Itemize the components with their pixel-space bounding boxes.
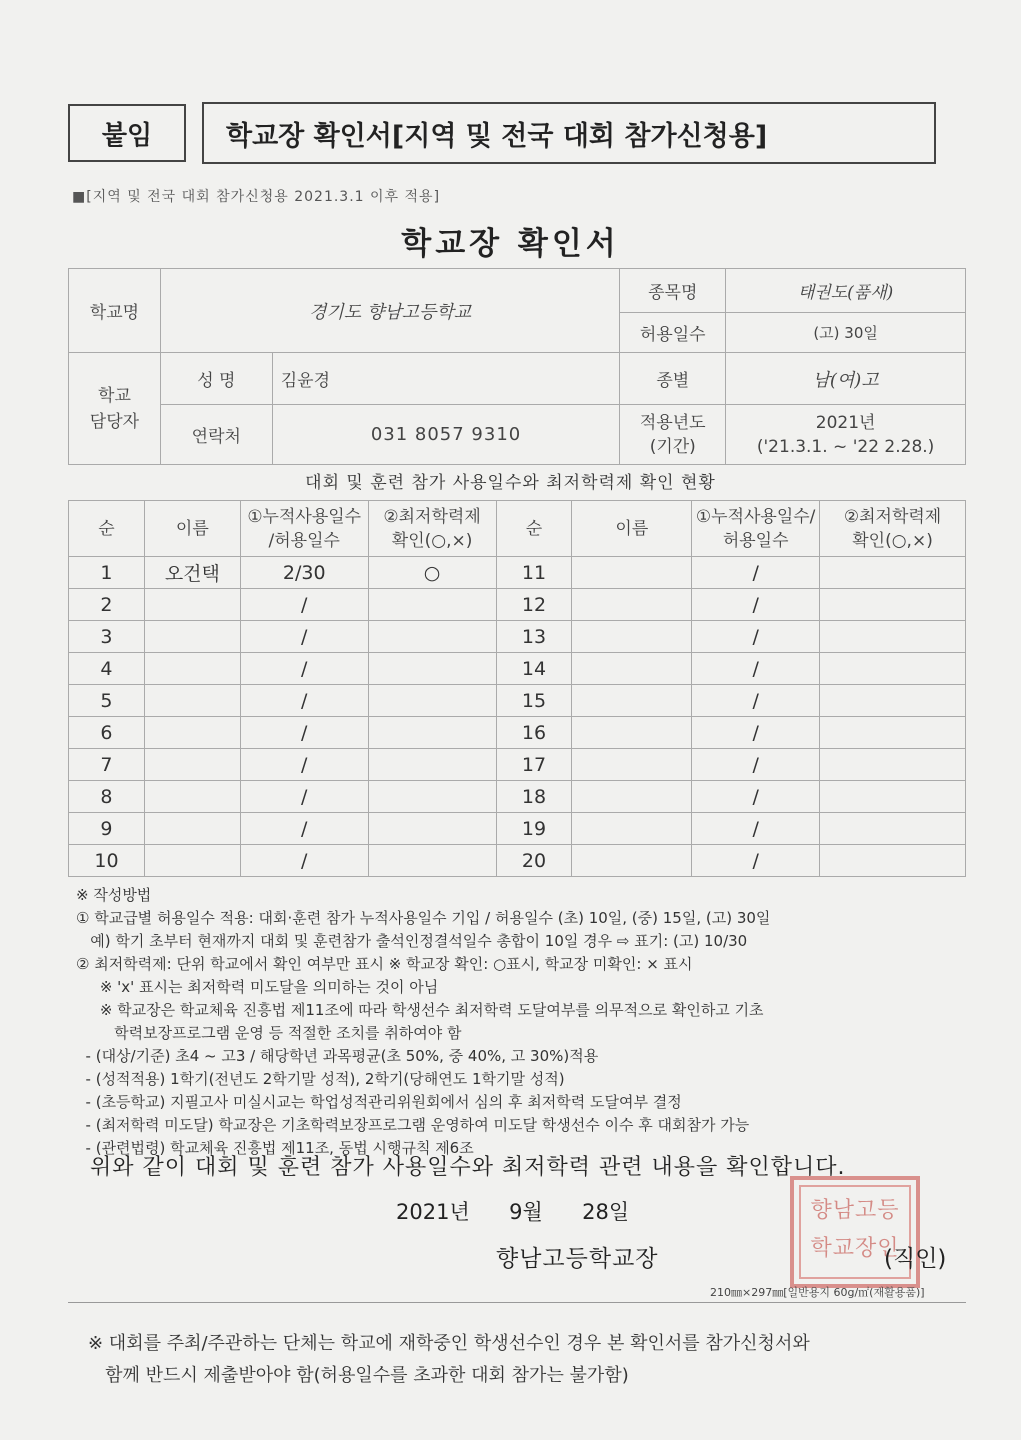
- cell-r-check: [820, 845, 966, 877]
- cell-l-name: [144, 653, 240, 685]
- cell-r-name: [572, 813, 692, 845]
- cell-l-name: [144, 589, 240, 621]
- cell-r-no: 11: [496, 557, 572, 589]
- instruction-line: - (대상/기준) 초4 ~ 고3 / 해당학년 과목평균(초 50%, 중 40%, 고 30%)적용: [76, 1047, 599, 1065]
- confirmation-text: 위와 같이 대회 및 훈련 참가 사용일수와 최저학력 관련 내용을 확인합니다.: [90, 1155, 846, 1180]
- school-value: 경기도 향남고등학교: [160, 269, 619, 353]
- cell-l-no: 4: [69, 653, 145, 685]
- cell-r-check: [820, 717, 966, 749]
- cell-l-name: 오건택: [144, 557, 240, 589]
- cell-r-no: 14: [496, 653, 572, 685]
- cell-r-name: [572, 685, 692, 717]
- cell-r-days: /: [692, 813, 820, 845]
- cell-l-no: 3: [69, 621, 145, 653]
- cell-l-days: /: [240, 653, 368, 685]
- cell-l-name: [144, 717, 240, 749]
- cell-l-check: [368, 653, 496, 685]
- cell-l-days: /: [240, 813, 368, 845]
- cell-l-name: [144, 845, 240, 877]
- cell-l-no: 5: [69, 685, 145, 717]
- attachment-label: 붙임: [68, 104, 186, 162]
- cell-r-check: [820, 557, 966, 589]
- instruction-line: ② 최저학력제: 단위 학교에서 확인 여부만 표시 ※ 학교장 확인: ○표시, 학교장 미확인: × 표시: [76, 955, 693, 973]
- table-row: [69, 845, 966, 877]
- name-label: 성 명: [160, 353, 272, 405]
- contact-value: 031 8057 9310: [272, 405, 620, 465]
- cell-r-check: [820, 653, 966, 685]
- col-no-left: 순: [69, 501, 145, 557]
- cell-r-days: /: [692, 589, 820, 621]
- cell-r-name: [572, 781, 692, 813]
- cell-l-check: ○: [368, 557, 496, 589]
- table-row: [69, 653, 966, 685]
- table-row: [69, 781, 966, 813]
- cell-l-name: [144, 621, 240, 653]
- year-value: 2021년 ('21.3.1. ~ '22 2.28.): [726, 405, 966, 465]
- school-label: 학교명: [69, 269, 161, 353]
- table-row: [69, 621, 966, 653]
- date-year: 2021년: [396, 1200, 470, 1224]
- cell-l-no: 7: [69, 749, 145, 781]
- cell-l-days: 2/30: [240, 557, 368, 589]
- cell-l-days: /: [240, 589, 368, 621]
- table-row: [69, 749, 966, 781]
- cell-r-check: [820, 749, 966, 781]
- col-check-left: ②최저학력제 확인(○,×): [368, 501, 496, 557]
- cell-l-name: [144, 685, 240, 717]
- cell-l-no: 6: [69, 717, 145, 749]
- instruction-line: ※ 학교장은 학교체육 진흥법 제11조에 따라 학생선수 최저학력 도달여부를 의무적으로 확인하고 기초: [76, 1001, 764, 1019]
- cell-l-days: /: [240, 749, 368, 781]
- document-title: 학교장 확인서: [401, 226, 620, 262]
- instruction-line: 예) 학기 초부터 현재까지 대회 및 훈련참가 출석인정결석일수 총합이 10일 경우 ⇨ 표기: (고) 10/30: [76, 932, 748, 950]
- col-no-right: 순: [496, 501, 572, 557]
- cell-r-no: 15: [496, 685, 572, 717]
- cell-r-no: 19: [496, 813, 572, 845]
- cell-l-name: [144, 749, 240, 781]
- submission-note-line: ※ 대회를 주최/주관하는 단체는 학교에 재학중인 학생선수인 경우 본 확인서를 참가신청서와: [88, 1333, 810, 1354]
- attachment-title: 학교장 확인서[지역 및 전국 대회 참가신청용]: [202, 102, 936, 164]
- event-label: 종목명: [620, 269, 726, 313]
- cell-l-name: [144, 813, 240, 845]
- cell-l-no: 1: [69, 557, 145, 589]
- cell-l-check: [368, 813, 496, 845]
- cell-l-check: [368, 685, 496, 717]
- col-check-right: ②최저학력제 확인(○,×): [820, 501, 966, 557]
- instruction-line: 학력보장프로그램 운영 등 적절한 조치를 취하여야 함: [76, 1024, 462, 1042]
- cell-l-days: /: [240, 845, 368, 877]
- cell-l-no: 10: [69, 845, 145, 877]
- application-note: ■[지역 및 전국 대회 참가신청용 2021.3.1 이후 적용]: [72, 189, 441, 205]
- allowed-days-value: (고) 30일: [726, 313, 966, 353]
- cell-r-days: /: [692, 845, 820, 877]
- table-row: [69, 685, 966, 717]
- col-days-right: ①누적사용일수/ 허용일수: [692, 501, 820, 557]
- submission-note: [88, 1328, 810, 1392]
- cell-l-name: [144, 781, 240, 813]
- cell-r-name: [572, 749, 692, 781]
- seal-text: 향남고등학교장인: [810, 1198, 900, 1261]
- cell-r-days: /: [692, 685, 820, 717]
- cell-r-name: [572, 717, 692, 749]
- cell-r-check: [820, 621, 966, 653]
- cell-r-no: 16: [496, 717, 572, 749]
- gender-label: 종별: [620, 353, 726, 405]
- paper-spec: 210㎜×297㎜[일반용지 60g/㎡(재활용품)]: [710, 1286, 925, 1299]
- cell-l-days: /: [240, 781, 368, 813]
- cell-l-check: [368, 621, 496, 653]
- cell-r-name: [572, 621, 692, 653]
- cell-r-days: /: [692, 557, 820, 589]
- writing-instructions: [76, 884, 976, 1160]
- cell-l-check: [368, 717, 496, 749]
- gender-value: 남(여)고: [726, 353, 966, 405]
- instruction-line: ※ 'x' 표시는 최저학력 미도달을 의미하는 것이 아님: [76, 978, 439, 996]
- contact-label: 연락처: [160, 405, 272, 465]
- cell-r-name: [572, 557, 692, 589]
- event-value: 태권도(품새): [726, 269, 966, 313]
- instruction-line: - (초등학교) 지필고사 미실시교는 학업성적관리위원회에서 심의 후 최저학력 도달여부 결정: [76, 1093, 682, 1111]
- year-label: 적용년도 (기간): [620, 405, 726, 465]
- date-day: 28일: [582, 1200, 630, 1224]
- manager-label: 학교 담당자: [69, 353, 161, 465]
- cell-r-no: 13: [496, 621, 572, 653]
- cell-l-no: 8: [69, 781, 145, 813]
- cell-l-days: /: [240, 685, 368, 717]
- cell-l-days: /: [240, 621, 368, 653]
- instruction-line: - (성적적용) 1학기(전년도 2학기말 성적), 2학기(당해연도 1학기말 성적): [76, 1070, 565, 1088]
- date-month: 9월: [509, 1200, 543, 1224]
- cell-r-check: [820, 781, 966, 813]
- cell-r-check: [820, 685, 966, 717]
- cell-r-days: /: [692, 781, 820, 813]
- cell-l-check: [368, 749, 496, 781]
- cell-r-days: /: [692, 717, 820, 749]
- instruction-line: ① 학교급별 허용일수 적용: 대회·훈련 참가 누적사용일수 기입 / 허용일수 (초) 10일, (중) 15일, (고) 30일: [76, 909, 771, 927]
- instruction-line: - (관련법령) 학교체육 진흥법 제11조, 동법 시행규칙 제6조: [76, 1139, 474, 1157]
- cell-r-name: [572, 589, 692, 621]
- table-row: [69, 557, 966, 589]
- seal-mark: (직인): [884, 1246, 947, 1272]
- cell-l-check: [368, 589, 496, 621]
- cell-r-no: 18: [496, 781, 572, 813]
- principal-name: 향남고등학교장: [496, 1246, 659, 1272]
- cell-r-no: 17: [496, 749, 572, 781]
- instruction-line: ※ 작성방법: [76, 886, 152, 904]
- cell-r-days: /: [692, 653, 820, 685]
- cell-r-no: 20: [496, 845, 572, 877]
- cell-l-no: 2: [69, 589, 145, 621]
- table-row: [69, 813, 966, 845]
- info-table: [68, 268, 966, 465]
- cell-r-days: /: [692, 621, 820, 653]
- name-value: 김윤경: [272, 353, 620, 405]
- table-section-title: 대회 및 훈련 참가 사용일수와 최저학력제 확인 현황: [305, 473, 716, 493]
- participation-table: [68, 500, 966, 877]
- cell-l-check: [368, 845, 496, 877]
- table-row: [69, 589, 966, 621]
- cell-l-days: /: [240, 717, 368, 749]
- submission-note-line: 함께 반드시 제출받아야 함(허용일수를 초과한 대회 참가는 불가함): [88, 1365, 629, 1386]
- col-days-left: ①누적사용일수 /허용일수: [240, 501, 368, 557]
- cell-l-no: 9: [69, 813, 145, 845]
- col-name-left: 이름: [144, 501, 240, 557]
- col-name-right: 이름: [572, 501, 692, 557]
- cell-r-name: [572, 845, 692, 877]
- cell-l-check: [368, 781, 496, 813]
- cell-r-name: [572, 653, 692, 685]
- divider: [68, 1302, 966, 1303]
- allowed-days-label: 허용일수: [620, 313, 726, 353]
- issue-date: [396, 1196, 629, 1226]
- cell-r-check: [820, 589, 966, 621]
- cell-r-check: [820, 813, 966, 845]
- cell-r-days: /: [692, 749, 820, 781]
- table-row: [69, 717, 966, 749]
- cell-r-no: 12: [496, 589, 572, 621]
- instruction-line: - (최저학력 미도달) 학교장은 기초학력보장프로그램 운영하여 미도달 학생선수 이수 후 대회참가 가능: [76, 1116, 750, 1134]
